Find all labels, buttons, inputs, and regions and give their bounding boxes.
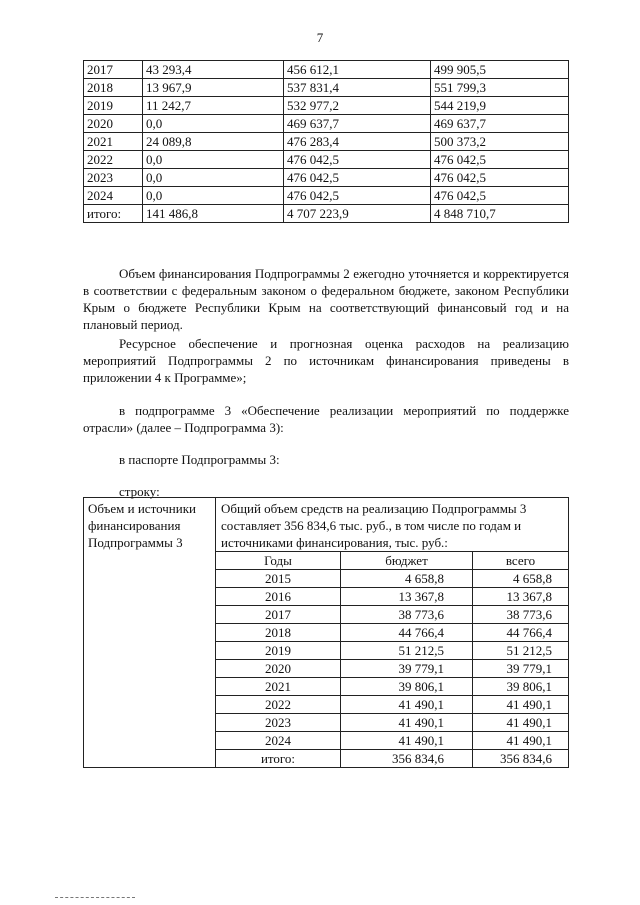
table-cell-year: 2021: [84, 133, 143, 151]
header-total: всего: [473, 552, 569, 570]
table-cell: 4 848 710,7: [431, 205, 569, 223]
table-cell: 537 831,4: [284, 79, 431, 97]
table-cell-budget: 41 490,1: [341, 714, 473, 732]
page-number: 7: [316, 30, 324, 45]
table-cell: 0,0: [143, 151, 284, 169]
table-cell: 456 612,1: [284, 61, 431, 79]
table-cell-year: 2018: [216, 624, 341, 642]
table-cell-year: 2016: [216, 588, 341, 606]
table-cell: 4 707 223,9: [284, 205, 431, 223]
paragraph-passport: в паспорте Подпрограммы 3:: [119, 452, 280, 467]
table-row: [84, 115, 569, 133]
table-cell-year: 2018: [84, 79, 143, 97]
table-cell: 499 905,5: [431, 61, 569, 79]
table-cell: 43 293,4: [143, 61, 284, 79]
table-cell-total: 41 490,1: [473, 714, 569, 732]
table-cell: 476 042,5: [431, 187, 569, 205]
footer-divider: [55, 897, 135, 898]
table-cell: 551 799,3: [431, 79, 569, 97]
table-row: [216, 732, 568, 750]
paragraph-subprogram-3: в подпрограмме 3 «Обеспечение реализации мероприятий по поддержке отрасли» (далее – Подпрограмма 3):: [83, 403, 569, 435]
table-row: [216, 696, 568, 714]
table-cell: 532 977,2: [284, 97, 431, 115]
table-cell: 0,0: [143, 115, 284, 133]
table-cell-total: 356 834,6: [473, 750, 569, 768]
table-cell-budget: 41 490,1: [341, 696, 473, 714]
table-cell: 0,0: [143, 169, 284, 187]
table-cell-total: 38 773,6: [473, 606, 569, 624]
passport-table-subprogram-3: [83, 497, 569, 768]
passport-right-cell: [216, 498, 569, 768]
table-cell-total: 51 212,5: [473, 642, 569, 660]
table-cell: 0,0: [143, 187, 284, 205]
table-cell: 544 219,9: [431, 97, 569, 115]
table-row: [216, 570, 568, 588]
table-cell-total: 41 490,1: [473, 696, 569, 714]
table-cell-year: 2015: [216, 570, 341, 588]
table-cell-total: 39 806,1: [473, 678, 569, 696]
passport-left-label: Объем и источники финансирования Подпрограммы 3: [84, 498, 216, 768]
table-cell-budget: 13 367,8: [341, 588, 473, 606]
table-row: [84, 79, 569, 97]
table-row: [84, 187, 569, 205]
paragraph-financing-adjustment: Объем финансирования Подпрограммы 2 ежегодно уточняется и корректируется в соответствии с федеральным законом о федеральном бюджете, законом Республики Крым о бюджете Республики Крым на соответствующий финансовый год и на плановый период.: [83, 266, 569, 332]
table-cell-year: 2019: [84, 97, 143, 115]
table-cell-year: 2024: [84, 187, 143, 205]
table-row: [216, 588, 568, 606]
table-cell-total: 4 658,8: [473, 570, 569, 588]
table-cell-year: 2020: [84, 115, 143, 133]
table-cell-budget: 39 806,1: [341, 678, 473, 696]
table-cell-year: 2017: [216, 606, 341, 624]
years-table-header: [216, 552, 568, 570]
table-cell: 469 637,7: [284, 115, 431, 133]
table-cell-budget: 4 658,8: [341, 570, 473, 588]
table-row: [216, 660, 568, 678]
financing-table-subprogram-2: [83, 60, 569, 223]
table-row: [84, 151, 569, 169]
table-cell: 476 042,5: [284, 187, 431, 205]
table-row: [216, 678, 568, 696]
table-cell: 11 242,7: [143, 97, 284, 115]
table-row: [84, 97, 569, 115]
passport-summary: Общий объем средств на реализацию Подпрограммы 3 составляет 356 834,6 тыс. руб., в том числе по годам и источниками финансирования, тыс. руб.:: [221, 501, 527, 550]
table-cell-total: 44 766,4: [473, 624, 569, 642]
table-cell-year: 2020: [216, 660, 341, 678]
table-row: [216, 642, 568, 660]
table-cell: 476 042,5: [431, 151, 569, 169]
paragraph-resource-provision: Ресурсное обеспечение и прогнозная оценка расходов на реализацию мероприятий Подпрограммы 2 по источникам финансирования приведены в приложении 4 к Программе»;: [83, 336, 569, 385]
table-row: [216, 714, 568, 732]
table-cell-total: 41 490,1: [473, 732, 569, 750]
table-cell-year: 2017: [84, 61, 143, 79]
table-cell-budget: 39 779,1: [341, 660, 473, 678]
header-budget: бюджет: [341, 552, 473, 570]
table-row-total: [84, 205, 569, 223]
table-cell-year: 2022: [84, 151, 143, 169]
table-row: [216, 606, 568, 624]
table-cell: 476 042,5: [284, 151, 431, 169]
table-row: [84, 133, 569, 151]
table-cell: 500 373,2: [431, 133, 569, 151]
table-cell-budget: 38 773,6: [341, 606, 473, 624]
table-row: [84, 61, 569, 79]
table-cell-budget: 356 834,6: [341, 750, 473, 768]
table-cell-year: 2024: [216, 732, 341, 750]
table-cell-year: 2022: [216, 696, 341, 714]
table-cell: 141 486,8: [143, 205, 284, 223]
table-cell: 476 042,5: [431, 169, 569, 187]
table-cell: 476 042,5: [284, 169, 431, 187]
table-cell: 13 967,9: [143, 79, 284, 97]
table-cell-year: 2023: [216, 714, 341, 732]
table-cell-year: 2019: [216, 642, 341, 660]
table-row: [216, 624, 568, 642]
table-cell: 476 283,4: [284, 133, 431, 151]
table-cell-budget: 51 212,5: [341, 642, 473, 660]
table-cell-year: 2021: [216, 678, 341, 696]
table-cell: 469 637,7: [431, 115, 569, 133]
table-cell-total: 13 367,8: [473, 588, 569, 606]
years-table: [216, 551, 568, 767]
table-cell: 24 089,8: [143, 133, 284, 151]
paragraph-row-label: строку:: [119, 484, 160, 499]
table-cell-year: итого:: [84, 205, 143, 223]
table-cell-year: 2023: [84, 169, 143, 187]
table-cell-budget: 44 766,4: [341, 624, 473, 642]
table-row: [84, 169, 569, 187]
table-cell-total: 39 779,1: [473, 660, 569, 678]
table-cell-budget: 41 490,1: [341, 732, 473, 750]
table-row-total: [216, 750, 568, 768]
header-years: Годы: [216, 552, 341, 570]
table-cell-year: итого:: [216, 750, 341, 768]
